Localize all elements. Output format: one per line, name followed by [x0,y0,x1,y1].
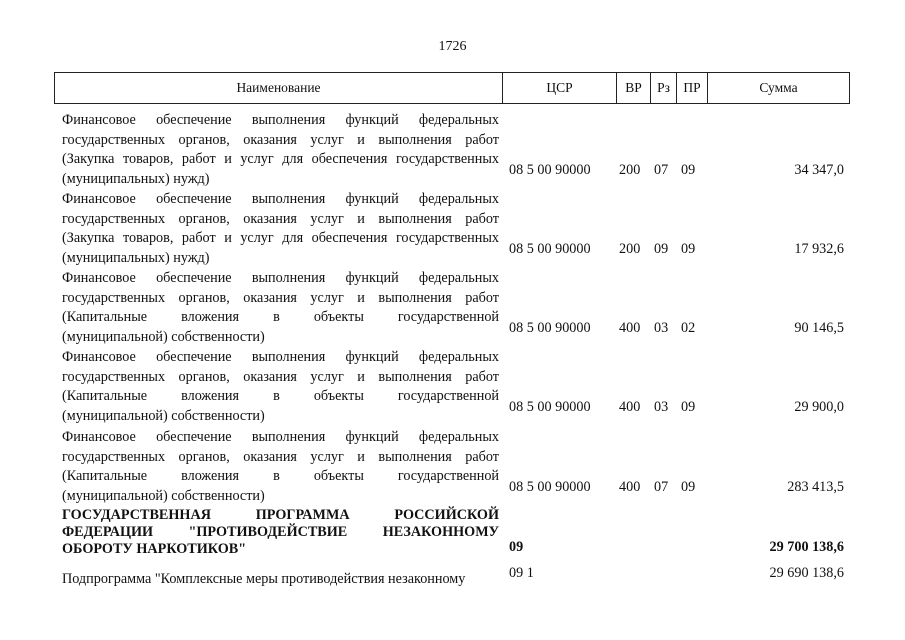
row-vr: 400 [619,399,641,415]
header-rz: Рз [651,73,677,103]
row-description [62,269,499,347]
desc-line: (Закупка товаров, работ и услуг для обеспечения государственных [62,230,499,247]
desc-line: (муниципальной) собственности) [62,328,265,345]
desc-line: государственных органов, оказания услуг и выполнения работ [62,368,499,385]
table-row [62,269,850,349]
table-row [62,348,850,428]
desc-line: (муниципальной) собственности) [62,487,265,504]
row-rz: 03 [654,320,669,336]
row-sum: 90 146,5 [794,320,844,336]
row-vr: 400 [619,479,641,495]
program-row [62,507,850,559]
desc-line: государственных органов, оказания услуг и выполнения работ [62,210,499,227]
desc-line: Финансовое обеспечение выполнения функций федеральных [62,112,499,128]
header-vr: ВР [617,73,651,103]
row-description [62,111,499,189]
row-sum: 283 413,5 [787,479,844,495]
row-description [62,428,499,506]
row-description [62,190,499,268]
table-header [54,72,850,104]
row-csr: 08 5 00 90000 [509,479,591,495]
row-rz: 07 [654,479,669,495]
desc-line: (Капитальные вложения в объекты государственной [62,388,499,405]
row-csr: 08 5 00 90000 [509,162,591,178]
row-vr: 200 [619,162,641,178]
row-pr: 09 [681,399,696,415]
header-csr: ЦСР [503,73,617,103]
desc-line: (муниципальных) нужд) [62,170,210,187]
row-sum: 34 347,0 [794,162,844,178]
program-title-line: ОБОРОТУ НАРКОТИКОВ" [62,540,247,557]
program-sum: 29 700 138,6 [769,539,844,555]
desc-line: Финансовое обеспечение выполнения функций федеральных [62,429,499,445]
row-csr: 08 5 00 90000 [509,241,591,257]
desc-line: государственных органов, оказания услуг и выполнения работ [62,448,499,465]
row-pr: 09 [681,241,696,257]
row-pr: 09 [681,162,696,178]
table-row [62,111,850,191]
desc-line: (Закупка товаров, работ и услуг для обеспечения государственных [62,151,499,168]
subprogram-title [62,570,499,590]
row-pr: 02 [681,320,696,336]
row-rz: 07 [654,162,669,178]
subprogram-sum: 29 690 138,6 [769,565,844,581]
table-row [62,428,850,508]
desc-line: (Капитальные вложения в объекты государственной [62,309,499,326]
desc-line: Финансовое обеспечение выполнения функций федеральных [62,191,499,207]
desc-line: Финансовое обеспечение выполнения функций федеральных [62,270,499,286]
row-description [62,348,499,426]
row-vr: 200 [619,241,641,257]
desc-line: (Капитальные вложения в объекты государственной [62,468,499,485]
header-name: Наименование [55,73,503,103]
program-csr: 09 [509,539,524,555]
row-sum: 17 932,6 [794,241,844,257]
row-rz: 09 [654,241,669,257]
row-vr: 400 [619,320,641,336]
subprogram-csr: 09 1 [509,565,534,581]
desc-line: (муниципальной) собственности) [62,407,265,424]
program-title [62,507,499,557]
row-csr: 08 5 00 90000 [509,320,591,336]
program-title-line: ФЕДЕРАЦИИ "ПРОТИВОДЕЙСТВИЕ НЕЗАКОННОМУ [62,523,499,540]
row-rz: 03 [654,399,669,415]
table-row [62,190,850,270]
row-sum: 29 900,0 [794,399,844,415]
program-title-line: ГОСУДАРСТВЕННАЯ ПРОГРАММА РОССИЙСКОЙ [62,507,499,523]
page-number: 1726 [438,39,467,54]
desc-line: (муниципальных) нужд) [62,249,210,266]
row-pr: 09 [681,479,696,495]
desc-line: Финансовое обеспечение выполнения функций федеральных [62,349,499,365]
header-sum: Сумма [759,80,798,95]
row-csr: 08 5 00 90000 [509,399,591,415]
desc-line: государственных органов, оказания услуг и выполнения работ [62,131,499,148]
header-pr: ПР [677,73,708,103]
desc-line: государственных органов, оказания услуг и выполнения работ [62,289,499,306]
subprogram-row [62,566,850,592]
subprogram-title-line: Подпрограмма "Комплексные меры противодействия незаконному [62,571,466,587]
